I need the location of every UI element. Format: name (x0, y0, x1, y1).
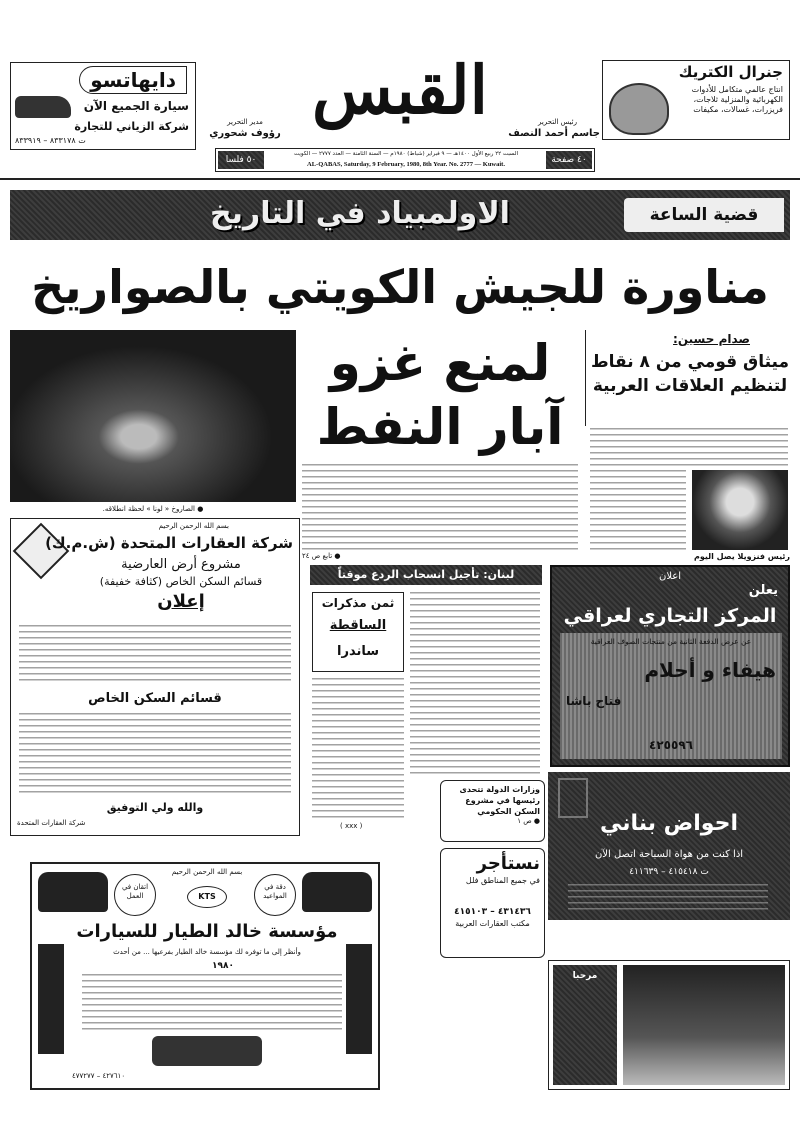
memoirs-line2: الساقطة (329, 618, 387, 633)
tubs-line: اذا كنت من هواة السباحة اتصل الآن (594, 849, 744, 860)
ministries-ref: ● ص ١ (517, 817, 540, 825)
photo-caption: ● الصاروخ « لونا » لحظة انطلاقه. (102, 505, 204, 513)
price: ٥٠ فلسا (218, 151, 264, 169)
dateline-arabic: السبت ٢٢ ربيع الأول ١٤٠٠هـ — ٩ فبراير (شباط) ١٩٨٠م — السنة الثامنة — العدد ٢٧٧٧ — الكويت (293, 151, 519, 157)
ministries-box[interactable] (440, 780, 545, 842)
bottom-right-ad[interactable] (548, 960, 790, 1090)
project-name: مشروع أرض العارضية (121, 557, 241, 572)
car-left-image (38, 872, 108, 912)
bottom-ad-title: مرحبا (572, 971, 598, 981)
ad-panel (553, 965, 617, 1085)
tubs-text (568, 884, 768, 914)
saddam-text (590, 428, 788, 466)
portrait-photo (692, 470, 788, 550)
mascot-image (609, 83, 669, 135)
daihatsu-phone: ت ٨٣٣١٧٨ – ٨٣٣٩١٩ (15, 136, 86, 145)
car-bottom-image (152, 1036, 262, 1066)
daihatsu-ad[interactable] (10, 62, 196, 150)
subheadline-1: لمنع غزو (329, 334, 551, 392)
closing: والله ولي التوفيق (106, 801, 204, 814)
saddam-title: ميثاق قومي من ٨ نقاط لتنظيم العلاقات العربية (590, 352, 790, 396)
editor-left: رؤوف شحوري (209, 128, 281, 139)
iraq-announces: يعلن (748, 583, 778, 598)
cars-company: مؤسسة خالد الطيار للسيارات (76, 921, 338, 942)
car-image (15, 96, 71, 118)
ad-body-1 (19, 625, 291, 685)
iraq-inner (560, 633, 782, 759)
banner-title: الاولمبياد في التاريخ (210, 196, 510, 231)
saddam-story[interactable] (585, 330, 790, 426)
missile-photo (10, 330, 296, 502)
road-photo (623, 965, 785, 1085)
subheadline-2: آبار النفط (316, 398, 564, 456)
divider (0, 178, 800, 180)
iraq-phone: ٤٢٥٥٩٦ (649, 738, 693, 752)
editor-right: جاسم أحمد النصف (508, 128, 600, 139)
memoirs-line1: ثمن مذكرات (321, 596, 395, 610)
badge-quality: اتقان في العمل (114, 874, 156, 916)
rent-text: في جميع المناطق فلل (465, 876, 540, 885)
real-estate-ad[interactable] (10, 518, 300, 836)
cars-text (82, 974, 342, 1034)
rent-company: مكتب العقارات العربية (455, 919, 530, 928)
lead-article-text (302, 464, 578, 550)
rent-ad[interactable] (440, 848, 545, 958)
section-title: قسائم السكن الخاص (88, 691, 222, 706)
iraq-line: عن عرض الدفعة الثانية من منتجات الصوف العراقية (590, 637, 752, 646)
dateline-box (215, 148, 595, 172)
iraq-company: المركز التجاري لعراقي (563, 605, 777, 627)
cars-phones: ٤٢٧٦١٠ – ٤٧٧٢٧٧ (72, 1072, 126, 1080)
tubs-title: احواض بناني (599, 811, 738, 836)
lebanon-header[interactable]: لبنان: تأجيل انسحاب الردع موقتاً (310, 565, 542, 585)
general-electric-ad[interactable] (602, 60, 790, 140)
company-name: شركة العقارات المتحدة (ش.م.ك) (45, 534, 293, 552)
dateline-english: AL-QABAS, Saturday, 9 February, 1980, 8th Year. No. 2777 — Kuwait. (307, 161, 505, 168)
ge-brand: جنرال الكتريك (678, 63, 783, 81)
iraqi-trade-center-ad[interactable] (550, 565, 790, 767)
iraq-film1: هيفاء و أحلام (644, 658, 776, 682)
banner-tag: قضية الساعة (624, 198, 784, 232)
tubs-phones: ت ٤١٥٤١٨ – ٤١١٦٣٩ (629, 867, 709, 877)
iraq-film2: فتاح باشا (566, 694, 622, 708)
daihatsu-company: شركة الزياني للتجارة (74, 120, 189, 133)
rent-phones: ٤٣١٤٣٦ – ٤١٥١٠٣ (454, 907, 531, 917)
cars-year: ١٩٨٠ (212, 961, 234, 971)
badge-punctuality: دقة في المواعيد (254, 874, 296, 916)
memoirs-text (312, 678, 404, 818)
venezuela-text (590, 470, 686, 550)
basmala: بسم الله الرحمن الرحيم (158, 522, 229, 530)
page-count: ٤٠ صفحة (546, 151, 592, 169)
traffic-light-left (38, 944, 64, 1054)
saddam-kicker: صدام حسين: (673, 332, 750, 346)
daihatsu-brand: دايهاتسو (79, 66, 187, 94)
iraq-top: اعلان (658, 571, 682, 582)
editor-left-label: مدير التحرير (227, 118, 263, 126)
continued-note: ● تابع ص ٢٤ (302, 552, 341, 560)
cars-line: وأنظر إلى ما توفره لك مؤسسة خالد الطيار بفرعيها ... من أحدث (113, 948, 301, 956)
cars-basmala: بسم الله الرحمن الرحيم (171, 868, 243, 876)
editor-right-label: رئيس التحرير (538, 118, 577, 126)
announcement-title: إعلان (157, 591, 205, 612)
ge-text: انتاج عالمي متكامل للأدوات الكهربائية والمنزلية ثلاجات، فريزرات، غسالات، مكيفات (691, 85, 783, 114)
masthead-logo: القبس (312, 51, 488, 129)
car-dealer-ad[interactable] (30, 862, 380, 1090)
lebanon-text (410, 592, 540, 776)
ministries-text: وزارات الدولة تتحدى رئيسها في مشروع السكن الحكومي (459, 785, 540, 816)
kts-logo: KTS (187, 886, 227, 908)
signature: شركة العقارات المتحدة (17, 819, 86, 827)
memoirs-code: ( xxx ) (340, 822, 363, 830)
traffic-light-right (346, 944, 372, 1054)
memoirs-box[interactable] (312, 592, 404, 672)
car-right-image (302, 872, 372, 912)
project-sub: قسائم السكن الخاص (كثافة خفيفة) (99, 575, 263, 588)
topic-banner[interactable] (10, 190, 790, 240)
main-headline: مناورة للجيش الكويتي بالصواريخ (31, 260, 769, 314)
bathtubs-ad[interactable] (548, 772, 790, 920)
ad-body-2 (19, 713, 291, 797)
rent-title: نستأجر (476, 853, 540, 874)
venezuela-caption: رئيس فنزويلا يصل اليوم (694, 552, 790, 561)
memoirs-line3: ساندرا (337, 644, 379, 659)
daihatsu-slogan: سيارة الجميع الآن (83, 99, 189, 113)
